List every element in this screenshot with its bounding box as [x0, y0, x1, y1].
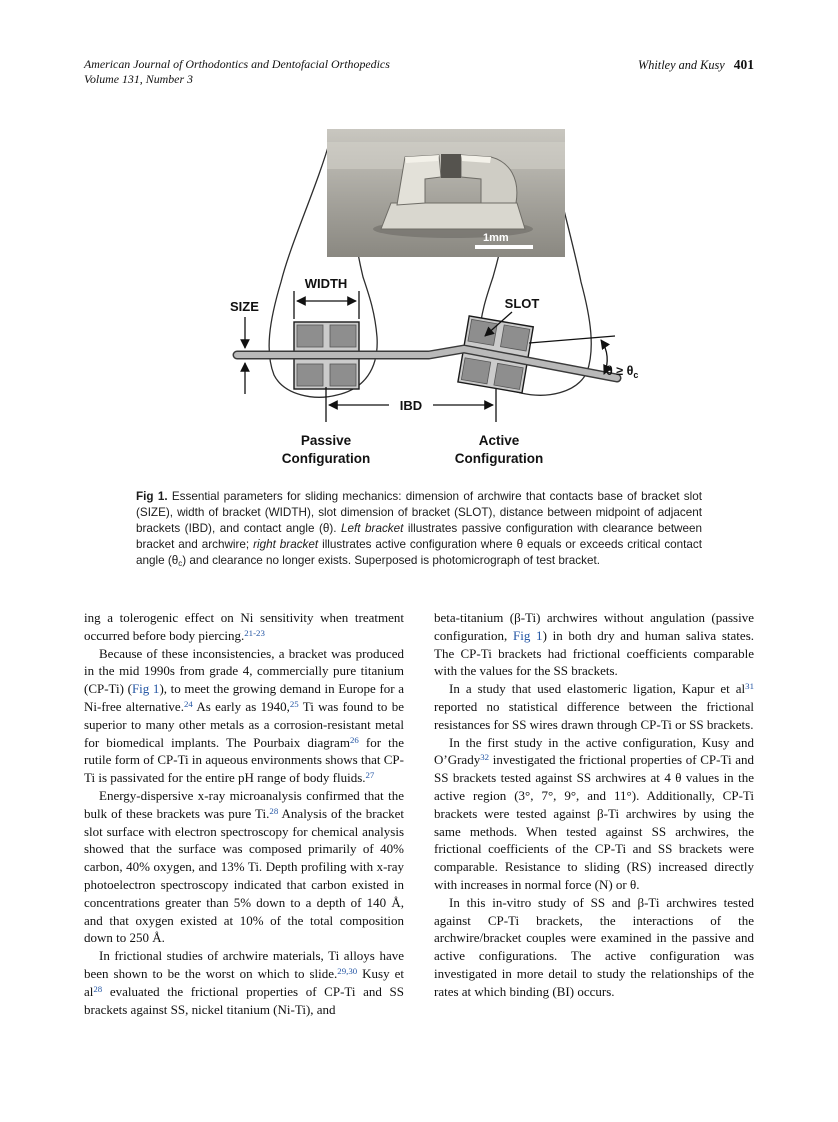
bracket-photo [327, 129, 565, 257]
right-column [434, 609, 754, 1018]
journal-volume: Volume 131, Number 3 [84, 72, 193, 86]
paragraph: Energy-dispersive x-ray microanalysis confirmed that the bulk of these brackets was pure Ti.$^{28}$ Analysis of the bracket slot surface with electron spectroscopy for chemical analysis showed that the surface was composed primarily of 40% carbon, 40% oxygen, and 13% Ti. Depth profiling with x-ray photoelectron spectroscopy indicated that carbon existed in concentrations greater than 5% down to a depth of 140 Å, and that oxygen existed at 10% of the total composition down to 250 Å. [84, 787, 405, 946]
citation-link[interactable]: 27 [365, 770, 375, 781]
citation-link[interactable]: 32 [480, 752, 490, 763]
journal-info [84, 57, 390, 87]
contact-angle-label: $\theta \ge \theta_c$ [606, 364, 639, 380]
page-number: 401 [733, 57, 754, 72]
paragraph: In this in-vitro study of SS and β-Ti archwires tested against CP-Ti brackets, the interactions of the archwire/bracket couples were examined in the passive and active configurations. The active configuration was investigated in more detail to study the relationships of the rates at which binding (BI) occurs. [434, 894, 754, 999]
paragraph: ing a tolerogenic effect on Ni sensitivity when treatment occurred before body piercing.$^{21-23}$ [84, 610, 404, 643]
left-column [84, 609, 404, 1018]
citation-link[interactable]: 31 [745, 681, 754, 692]
authors: Whitley and Kusy [638, 58, 725, 72]
authors-pagenum [638, 57, 754, 73]
citation-link[interactable]: 29,30 [337, 965, 358, 976]
svg-text:Configuration: Configuration [454, 451, 544, 466]
citation-link[interactable]: 28 [269, 805, 279, 816]
paragraph: Because of these inconsistencies, a bracket was produced in the mid 1990s from grade 4, commercially pure titanium (CP-Ti) (Fig 1), to meet the growing demand in Europe for a Ni-free alternative.$^{24}$ As early as 1940,25 Ti was found to be superior to many other metals as a corrosion-resistant metal for biomedical implants. The Pourbaix diagram$^{26}$ for the rutile form of CP-Ti in aqueous environments shows that CP-Ti is passivated for the entire pH range of body fluids.$^{27}$ [84, 645, 405, 786]
svg-text:Configuration: Configuration [281, 451, 371, 466]
citation-link[interactable]: 21-23 [244, 627, 265, 638]
size-label: SIZE [230, 299, 259, 314]
figure-caption: Fig 1. Essential parameters for sliding mechanics: dimension of archwire that contacts base of bracket slot (SIZE), width of bracket (WIDTH), slot dimension of bracket (SLOT), distance between midpoint of adjacent brackets (IBD), and contact angle (θ). Left bracket illustrates passive configuration with clearance between bracket and archwire; right bracket illustrates active configuration where θ equals or exceeds critical contact angle (θc) and clearance no longer exists. Superposed is photomicrograph of test bracket. [136, 490, 703, 568]
citation-link[interactable]: 28 [93, 983, 103, 994]
paragraph: beta-titanium (β-Ti) archwires without angulation (passive configuration, Fig 1) in both dry and human saliva states. The CP-Ti brackets had frictional coefficients comparable with the values for the SS brackets. [434, 610, 754, 679]
citation-link[interactable]: 24 [183, 699, 193, 710]
width-label: WIDTH [304, 276, 348, 291]
slot-label: SLOT [504, 296, 540, 311]
figure-reference-link[interactable]: Fig 1 [513, 627, 543, 643]
body-text [84, 609, 754, 1018]
journal-title: American Journal of Orthodontics and Dentofacial Orthopedics [84, 57, 390, 71]
active-config-label: Active [478, 433, 520, 448]
scale-bar [475, 245, 533, 249]
paragraph: In a study that used elastomeric ligation, Kapur et $al^{31}$ reported no statistical difference between the frictional resistances for SS wires drawn through CP-Ti or SS brackets. [434, 681, 754, 732]
ibd-label: IBD [399, 398, 423, 413]
figure-reference-link[interactable]: Fig 1 [131, 681, 160, 697]
scale-bar-label: 1mm [483, 232, 509, 244]
citation-link[interactable]: 26 [349, 734, 359, 745]
figure-1 [229, 127, 649, 480]
running-head [84, 57, 754, 87]
paragraph: In the first study in the active configuration, Kusy and O’Grady$^{32}$ investigated the frictional properties of CP-Ti and SS brackets tested against SS archwires at 4 θ values in the active region (3°, 7°, 9°, and 11°). Additionally, CP-Ti brackets were tested against β-Ti archwires by using the same methods. When tested against SS archwires, the frictional coefficients of the CP-Ti and SS brackets were comparable. Resistance to sliding (RS) increased directly with increases in normal force (N) or θ. [434, 734, 754, 892]
paragraph: In frictional studies of archwire materials, Ti alloys have been shown to be the worst on which to slide.$^{29,30}$ Kusy et $al^{28}$ evaluated the frictional properties of CP-Ti and SS brackets against SS, nickel titanium (Ni-Ti), and [84, 948, 404, 1017]
figure-1-graphic [229, 127, 649, 480]
citation-link[interactable]: 25 [289, 699, 299, 710]
passive-config-label: Passive [300, 433, 352, 448]
